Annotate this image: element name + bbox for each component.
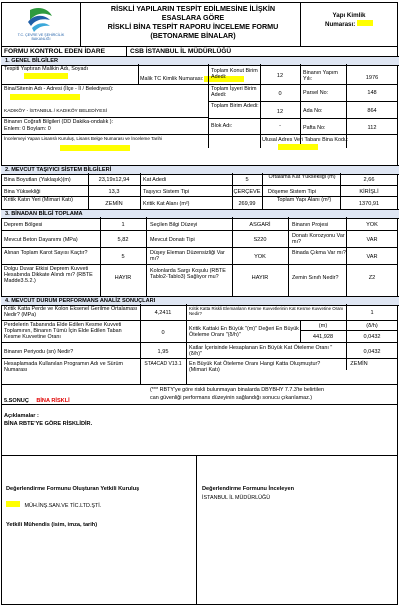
address-value: KADIKÖY - İSTANBUL / KADIKÖY BELEDİYESİ xyxy=(4,109,107,114)
title-line-4: (BETONARME BİNALAR) xyxy=(150,31,236,40)
header-title xyxy=(88,4,298,40)
avg-floor-height-label: Ortalama Kat Yüksekliği (m) xyxy=(268,174,336,180)
issuer-value: MÜH.İNŞ.SAN.VE TİC.LTD.ŞTİ. xyxy=(24,503,102,509)
ministry-logo xyxy=(10,6,72,44)
building-id-value xyxy=(357,20,373,26)
shear-ratio-label: Perdelerin Tabanında Elde Edilen Kesme Kuvveti Toplamının, Binanın Tümü İçin Elde Edilen Taban Kesme Kuvvetine Oranı xyxy=(4,322,122,341)
reviewer-label: Değerlendirme Formunu İnceleyen xyxy=(202,486,295,492)
coordinates-label: Binanın Coğrafi Bilgileri (DD Dakika-ondalık ): xyxy=(4,119,114,125)
max-drift-label: Katlar İçerisinde Hesaplanan En Büyük Kat Öteleme Oranı "(δ/h)" xyxy=(189,345,333,358)
critical-area-label: Kritik Kat Alanı (m²) xyxy=(143,201,190,207)
drift-label: Kritik Kattaki En Büyük "(m)" Değeri En Büyük Öteleme Oranı "(δ/h)" xyxy=(189,326,299,339)
section-3-title: 3. BİNADAN BİLGİ TOPLAMA xyxy=(5,211,83,217)
shear-ratio-value: 0 xyxy=(161,330,165,336)
title-line-3: RİSKLİ BİNA TESPİT RAPORU İNCELEME FORMU xyxy=(107,22,279,31)
uavt-value xyxy=(278,144,318,150)
dh-value: 0,0432 xyxy=(363,334,381,340)
height-label: Bina Yüksekliği xyxy=(4,189,41,195)
slab-type-label: Döşeme Sistem Tipi xyxy=(268,189,316,195)
owner-label: Tespiti Yaptıran Malikin Adı, Soyadı xyxy=(4,66,88,72)
issuer-label: Değerlendirme Formunu Oluşturan Yetkili Kuruluş xyxy=(6,486,140,492)
building-address-label: Bina/Sitenin Adı - Adresi (İlçe - İl / Belediyesi): xyxy=(4,86,114,92)
period-label: Binanın Periyodu (sn) Nedir? xyxy=(4,349,74,355)
uavt-label: Ulusal Adres Veri Tabanı Bina Kodu: xyxy=(262,137,349,143)
logo-text: T.C. ÇEVRE VE ŞEHİRCİLİK BAKANLIĞI xyxy=(17,33,65,41)
m-value: 441,928 xyxy=(312,334,334,340)
period-value: 1,95 xyxy=(157,349,169,355)
pafta-label: Pafta No: xyxy=(303,125,326,131)
m-header: (m) xyxy=(318,323,328,329)
core-count-label: Alınan Toplam Karot Sayısı Kaçtır? xyxy=(4,250,88,256)
floor-count-label: Kat Adedi xyxy=(143,177,167,183)
section-5-title: 5.SONUÇ xyxy=(4,398,29,404)
isyeri-label: Toplam İşyeri Birim Adedi: xyxy=(211,86,257,99)
building-id-label-2: Numarası: xyxy=(325,21,356,28)
critical-floor-label: Kritik Katın Yeri (Mimari Katı) xyxy=(4,197,73,203)
issuer-value-row xyxy=(6,494,101,512)
parsel-value: 148 xyxy=(367,90,377,96)
tc-label: Malik TC Kimlik Numarası: xyxy=(140,76,204,82)
section-4-title: 4. MEVCUT DURUM PERFORMANS ANALİZ SONUÇLARI xyxy=(5,298,156,304)
corrosion-label: Donatı Korozyonu Var mı? xyxy=(292,233,345,246)
irregularity-label: Düşey Eleman Düzensizliği Var mı? xyxy=(150,250,225,263)
risky-elements-value: 1 xyxy=(370,310,374,316)
corrosion-value: VAR xyxy=(366,237,378,243)
rebar-type-label: Mevcut Donatı Tipi xyxy=(150,237,195,243)
ada-label: Ada No: xyxy=(303,108,323,114)
section-4-header xyxy=(1,296,399,306)
notes-text: BİNA RBTE'YE GÖRE RİSKLİDİR. xyxy=(4,421,93,427)
core-count-value: 5 xyxy=(121,254,125,260)
ada-value: 864 xyxy=(367,108,377,114)
max-drift-floor-value: ZEMİN xyxy=(350,361,368,367)
slab-type-value: KİRİŞLİ xyxy=(359,189,379,195)
projection-label: Binada Çıkma Var mı? xyxy=(292,250,346,256)
avg-floor-height-value: 2,66 xyxy=(363,177,375,183)
projection-value: VAR xyxy=(366,254,378,260)
axial-stress-label: Kritik Katta Perde ve Kolon Eksenel Gerilme Ortalaması Nedir? (MPa) xyxy=(4,306,138,319)
building-id-label-1: Yapı Kimlik xyxy=(332,12,366,19)
license-label: İncelemeyi Yapan Lisanslı Kuruluş, Lisans Belge Numarası ve İnceleme Tarihi xyxy=(4,136,163,141)
soil-class-value: Z2 xyxy=(368,275,376,281)
project-value: YOK xyxy=(366,222,378,228)
konut-label: Toplam Konut Birim Adedi: xyxy=(211,68,258,81)
total-area-value: 1370,91 xyxy=(358,201,380,207)
control-label: FORMU KONTROL EDEN İDARE xyxy=(4,48,105,55)
pafta-value: 112 xyxy=(367,125,377,131)
engineer-label: Yetkili Mühendis (isim, imza, tarih) xyxy=(6,522,98,528)
issuer-name-redacted xyxy=(6,501,20,507)
birim-value: 12 xyxy=(276,109,284,115)
total-area-label: Toplam Yapı Alanı (m²) xyxy=(276,197,332,203)
konut-value: 12 xyxy=(276,73,284,79)
section-1-header xyxy=(1,56,399,66)
max-drift-floor-label: En Büyük Kat Öteleme Oranı Hangi Katta Oluşmuştur? (Mimari Katı) xyxy=(189,361,321,374)
risky-elements-label: Kritik Katta Riskli Elemanların Kesme Kuvvetlerinin Kat Kesme Kuvvetine Oranı Nedir? xyxy=(189,306,344,317)
dimensions-label: Bina Boyutları (Yaklaşık)(m) xyxy=(4,177,71,183)
critical-floor-value: ZEMİN xyxy=(105,201,123,207)
owner-value xyxy=(24,73,68,79)
license-value xyxy=(60,145,130,151)
title-line-2: ESASLARA GÖRE xyxy=(161,13,225,22)
program-label: Hesaplamada Kullanılan Programın Adı ve Sürüm Numarası xyxy=(4,361,123,374)
structure-type-label: Taşıyıcı Sistem Tipi xyxy=(143,189,190,195)
structure-type-value: ÇERÇEVE xyxy=(233,189,261,195)
rebar-type-value: S220 xyxy=(253,237,267,243)
soil-class-label: Zemin Sınıfı Nedir? xyxy=(292,275,339,281)
coordinates-value: Enlem: 0 Boylam: 0 xyxy=(4,126,51,132)
blok-label: Blok Adı: xyxy=(211,123,233,129)
knowledge-level-value: ASGARİ xyxy=(249,222,271,228)
building-id-box xyxy=(300,12,398,29)
title-line-1: RİSKLİ YAPILARIN TESPİT EDİLMESİNE İLİŞKİN xyxy=(110,4,276,13)
axial-stress-value: 4,2411 xyxy=(154,310,172,316)
parsel-label: Parsel No: xyxy=(303,90,329,96)
irregularity-value: YOK xyxy=(254,254,266,260)
height-value: 13,3 xyxy=(108,189,120,195)
critical-area-value: 269,99 xyxy=(238,201,256,207)
result-note-1: (*** RBTY'ye göre riskli bulunmayan binalarda DBYBHY 7.7.3'te belirtilen xyxy=(150,387,324,393)
seismic-zone-value: 1 xyxy=(121,222,125,228)
dimensions-value: 23,19x12,94 xyxy=(98,177,130,183)
infill-wall-label: Dolgu Duvar Etkisi Deprem Kuvveti Hesabında Dikkate Alındı mı? (RBTE Madde3.5.2.) xyxy=(4,266,93,285)
section-3-header xyxy=(1,209,399,219)
column-confinement-value: HAYIR xyxy=(251,275,269,281)
program-value: STA4CAD V13.1 xyxy=(144,361,182,367)
birim-label: Toplam Birim Adedi: xyxy=(211,103,259,109)
section-1-title: 1. GENEL BİLGİLER xyxy=(5,58,59,64)
yapim-label: Binanın Yapım Yılı: xyxy=(303,70,338,83)
blok-value: - xyxy=(279,123,281,129)
notes-label: Açıklamalar : xyxy=(4,413,39,419)
floor-count-value: 5 xyxy=(245,177,249,183)
reviewer-value: İSTANBUL İL MÜDÜRLÜĞÜ xyxy=(202,495,271,501)
project-label: Binanın Projesi xyxy=(292,222,329,228)
infill-wall-value: HAYIR xyxy=(114,275,132,281)
control-value: CSB İSTANBUL İL MÜDÜRLÜĞÜ xyxy=(130,48,232,55)
column-confinement-label: Kolonlarda Sargı Koşulu (RBTE Tablo2-Tablo3) Sağlıyor mu? xyxy=(150,268,226,281)
result-value: BİNA RİSKLİ xyxy=(36,398,70,404)
building-name-value xyxy=(10,94,80,100)
max-drift-value: 0,0432 xyxy=(363,349,381,355)
isyeri-value: 0 xyxy=(278,91,282,97)
dh-header: (δ/h) xyxy=(366,323,378,329)
result-note-2: can güvenliği performans düzeyinin sağlandığı sonucu çıkarılamaz.) xyxy=(150,395,313,401)
concrete-strength-value: 5,82 xyxy=(117,237,129,243)
yapim-value: 1976 xyxy=(365,75,379,81)
seismic-zone-label: Deprem Bölgesi xyxy=(4,222,43,228)
section-2-title: 2. MEVCUT TAŞIYICI SİSTEM BİLGİLERİ xyxy=(5,167,112,173)
concrete-strength-label: Mevcut Beton Dayanımı (MPa) xyxy=(4,237,78,243)
knowledge-level-label: Seçilen Bilgi Düzeyi xyxy=(150,222,198,228)
